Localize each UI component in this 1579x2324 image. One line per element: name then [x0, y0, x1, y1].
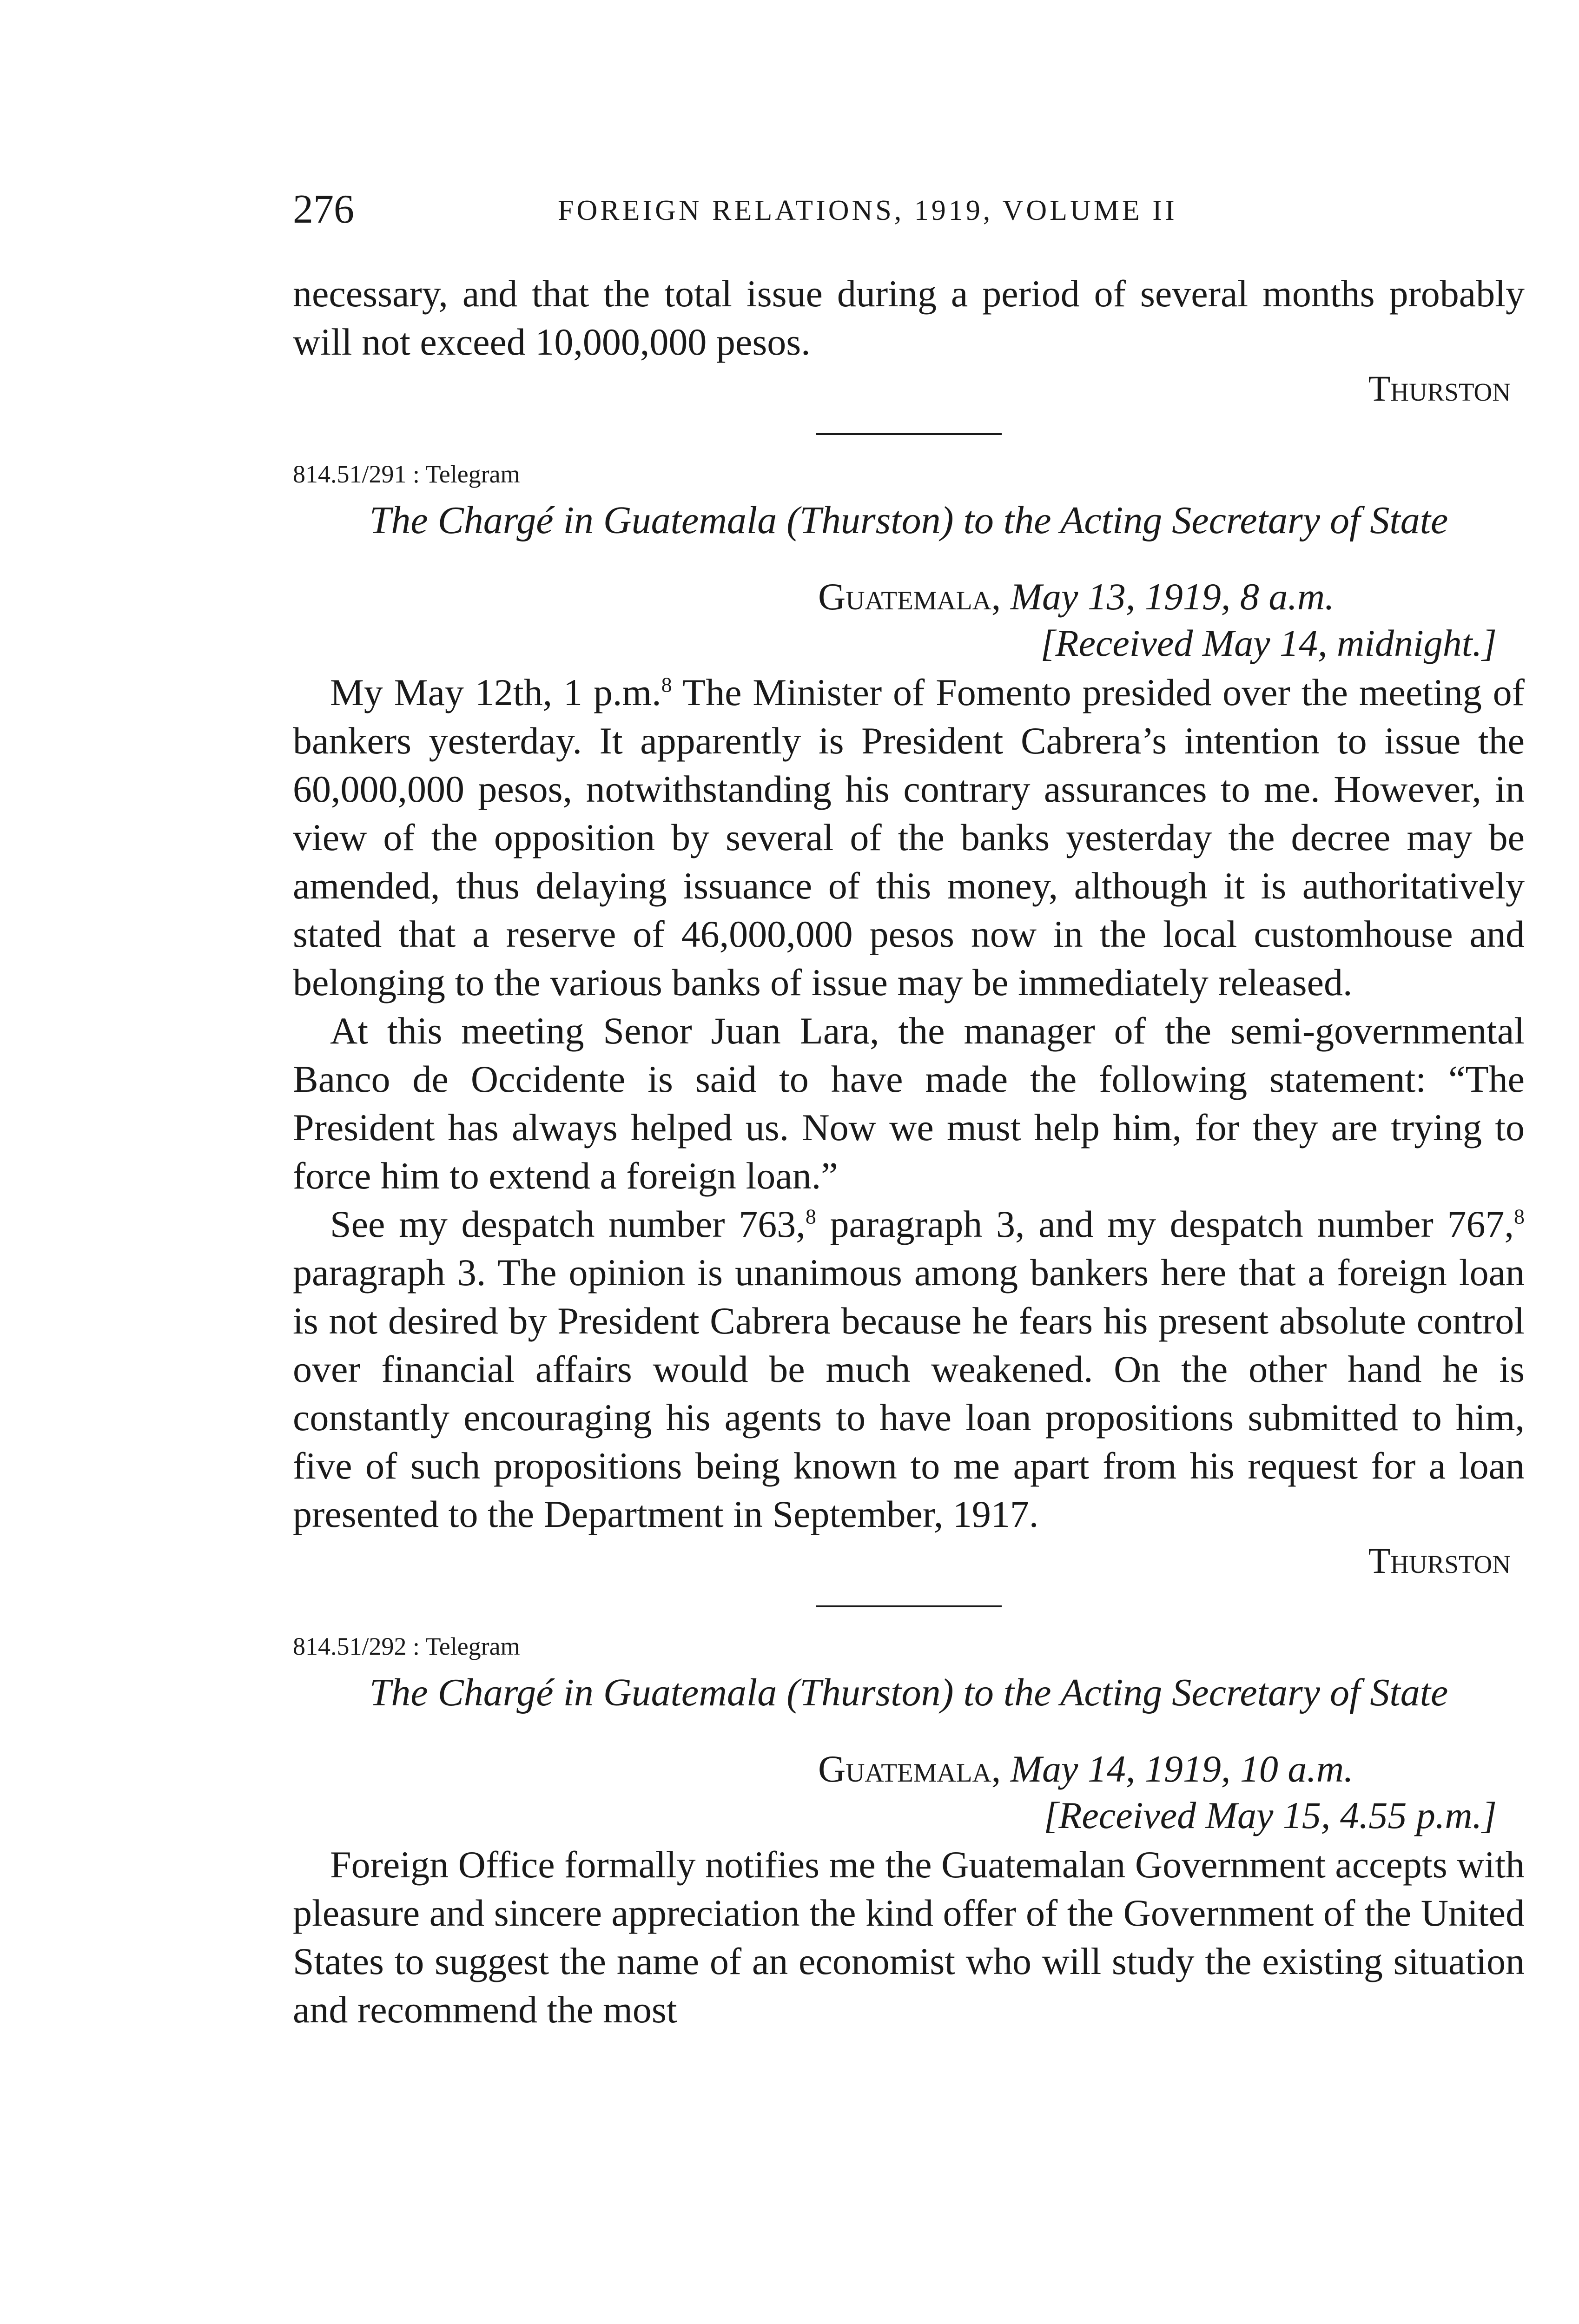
section-divider — [816, 433, 1002, 435]
doc1-p3-text-a: See my despatch number 763, — [330, 1203, 806, 1245]
doc2-dateline — [293, 1746, 1525, 1792]
doc2-dateline-place: Guatemala, — [818, 1748, 1001, 1790]
doc1-file-number: 814.51/291 : Telegram — [293, 460, 520, 488]
doc1-dateline — [293, 574, 1525, 620]
page-body — [293, 270, 1525, 2034]
doc1-paragraph-3 — [293, 1200, 1525, 1538]
doc2-paragraph-1: Foreign Office formally notifies me the Guatemalan Government accepts with pleasure and sincere appreciation the kind offer of the Government of the United States to suggest the name of an economist who will study the existing situation and recommend the most — [293, 1843, 1525, 2031]
doc1-p3-text-b: paragraph 3, and my despatch number 767, — [816, 1203, 1514, 1245]
doc2-file-number: 814.51/292 : Telegram — [293, 1632, 520, 1660]
doc1-title: The Chargé in Guatemala (Thurston) to the Acting Secretary of State — [369, 499, 1448, 542]
doc1-p3-text-c: paragraph 3. The opinion is unanimous among bankers here that a foreign loan is not desired by President Cabrera because he fears his present absolute control over financial affairs would be much weakened. On the other hand he is constantly encouraging his agents to have loan propositions submitted to him, five of such propositions being known to me apart from his request for a loan presented to the Department in September, 1917. — [293, 1251, 1525, 1535]
intro-signature: Thurston — [1368, 368, 1511, 409]
doc1-paragraph-2: At this meeting Senor Juan Lara, the manager of the semi-governmental Banco de Occidente is said to have made the following statement: “The President has always helped us. Now we must help him, for they are trying to force him to extend a foreign loan.” — [293, 1010, 1525, 1197]
page-number: 276 — [293, 187, 354, 232]
doc1-signature: Thurston — [1368, 1540, 1511, 1581]
doc1-dateline-date: May 13, 1919, 8 a.m. — [1010, 575, 1335, 618]
footnote-ref: 8 — [661, 673, 672, 697]
doc1-p1-text-a: My May 12th, 1 p.m. — [330, 671, 661, 713]
doc1-paragraph-1 — [293, 668, 1525, 1007]
intro-paragraph: necessary, and that the total issue during a period of several months probably will not exceed 10,000,000 pesos. — [293, 272, 1525, 363]
doc1-p1-text-b: The Minister of Fomento presided over the meeting of bankers yesterday. It apparently is President Cabrera’s intention to issue the 60,000,000 pesos, notwithstanding his contrary assurances to me. However, in view of the opposition by several of the banks yesterday the decree may be amended, thus delaying issuance of this money, although it is authoritatively stated that a reserve of 46,000,000 pesos now in the local customhouse and belonging to the various banks of issue may be immediately released. — [293, 671, 1525, 1004]
footnote-ref: 8 — [805, 1204, 816, 1228]
page-header — [293, 186, 1525, 237]
doc1-dateline-place: Guatemala, — [818, 575, 1001, 618]
doc2-received: [Received May 15, 4.55 p.m.] — [1044, 1794, 1497, 1836]
section-divider — [816, 1605, 1002, 1607]
footnote-ref: 8 — [1514, 1204, 1525, 1228]
doc1-received: [Received May 14, midnight.] — [1040, 622, 1497, 664]
doc2-title: The Chargé in Guatemala (Thurston) to the Acting Secretary of State — [369, 1671, 1448, 1714]
running-head: FOREIGN RELATIONS, 1919, VOLUME II — [558, 195, 1177, 226]
doc2-dateline-date: May 14, 1919, 10 a.m. — [1010, 1748, 1354, 1790]
